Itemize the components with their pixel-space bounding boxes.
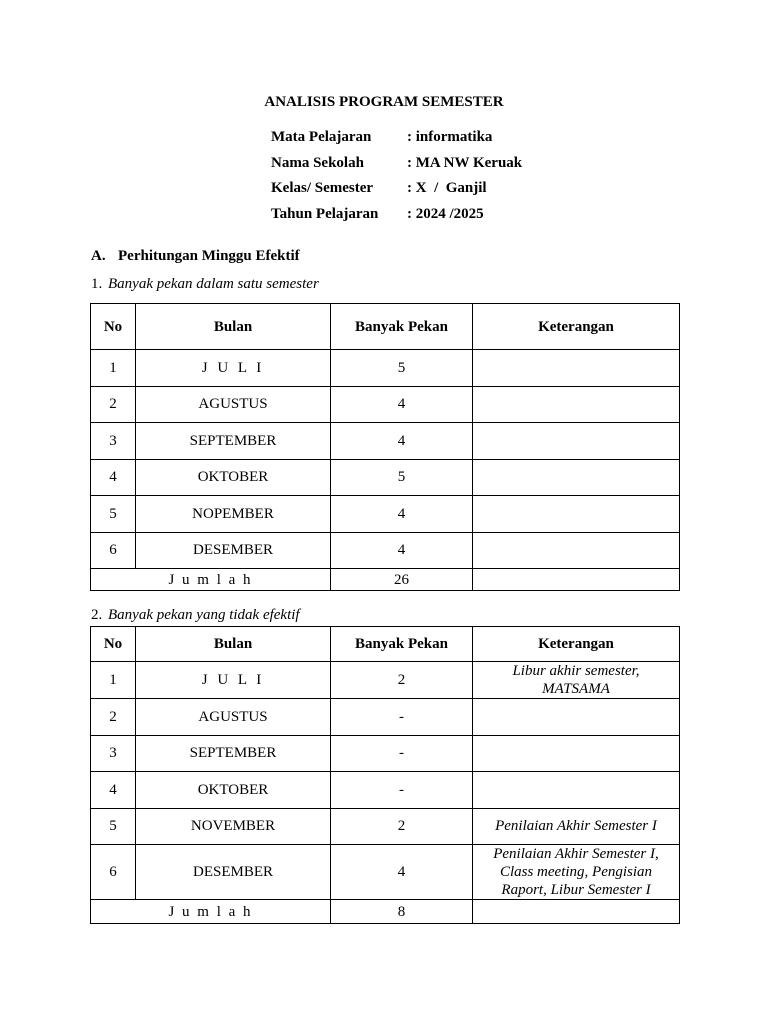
header-keterangan: Keterangan: [473, 627, 680, 662]
cell-pekan: 2: [331, 662, 473, 699]
cell-keterangan: [473, 699, 680, 736]
effective-weeks-table: [90, 303, 680, 591]
total-label: J u m l a h: [91, 569, 331, 591]
header-pekan: Banyak Pekan: [331, 627, 473, 662]
cell-no: 2: [91, 699, 136, 736]
cell-keterangan: [473, 459, 680, 496]
cell-keterangan: [473, 735, 680, 772]
cell-keterangan: Penilaian Akhir Semester I: [473, 808, 680, 845]
cell-bulan: AGUSTUS: [136, 386, 331, 423]
cell-bulan: DESEMBER: [136, 845, 331, 900]
caption-text: Banyak pekan yang tidak efektif: [108, 607, 300, 623]
cell-bulan: SEPTEMBER: [136, 735, 331, 772]
cell-keterangan: [473, 772, 680, 809]
info-row-subject: [271, 127, 522, 153]
caption-number: 2.: [91, 607, 103, 623]
total-value: 26: [331, 569, 473, 591]
info-value: : 2024 /2025: [407, 205, 484, 222]
table-total-row: [91, 900, 680, 924]
total-keterangan: [473, 900, 680, 924]
header-bulan: Bulan: [136, 304, 331, 350]
table-row: [91, 496, 680, 533]
cell-bulan: NOPEMBER: [136, 496, 331, 533]
cell-no: 5: [91, 808, 136, 845]
cell-pekan: 4: [331, 845, 473, 900]
cell-pekan: -: [331, 699, 473, 736]
table-row: [91, 423, 680, 460]
cell-pekan: 4: [331, 532, 473, 569]
table-row: [91, 735, 680, 772]
table-row: [91, 808, 680, 845]
cell-pekan: 4: [331, 423, 473, 460]
cell-bulan: NOVEMBER: [136, 808, 331, 845]
cell-keterangan: Libur akhir semester, MATSAMA: [473, 662, 680, 699]
cell-keterangan: Penilaian Akhir Semester I, Class meeting, Pengisian Raport, Libur Semester I: [473, 845, 680, 900]
cell-bulan: DESEMBER: [136, 532, 331, 569]
cell-keterangan: [473, 496, 680, 533]
info-label: Tahun Pelajaran: [271, 205, 379, 222]
cell-keterangan: [473, 532, 680, 569]
cell-no: 6: [91, 532, 136, 569]
cell-pekan: -: [331, 772, 473, 809]
info-row-year: [271, 204, 522, 230]
info-block: [271, 127, 522, 229]
cell-no: 3: [91, 423, 136, 460]
table-header-row: [91, 627, 680, 662]
header-no: No: [91, 627, 136, 662]
table-row: [91, 845, 680, 900]
cell-pekan: 5: [331, 459, 473, 496]
info-label: Kelas/ Semester: [271, 180, 374, 196]
cell-no: 4: [91, 772, 136, 809]
cell-bulan: J U L I: [136, 350, 331, 387]
header-keterangan: Keterangan: [473, 304, 680, 350]
cell-no: 1: [91, 662, 136, 699]
table1-caption: [91, 276, 319, 293]
cell-pekan: 5: [331, 350, 473, 387]
total-label: J u m l a h: [91, 900, 331, 924]
section-letter: A.: [91, 248, 106, 264]
table-row: [91, 662, 680, 699]
cell-pekan: 2: [331, 808, 473, 845]
section-heading: [91, 248, 300, 265]
cell-no: 3: [91, 735, 136, 772]
total-keterangan: [473, 569, 680, 591]
cell-no: 6: [91, 845, 136, 900]
info-row-school: [271, 153, 522, 179]
non-effective-weeks-table: [90, 626, 680, 924]
table-total-row: [91, 569, 680, 591]
cell-bulan: OKTOBER: [136, 772, 331, 809]
table2-caption: [91, 607, 300, 624]
info-value: : X / Ganjil: [407, 180, 487, 196]
cell-pekan: 4: [331, 496, 473, 533]
info-label: Nama Sekolah: [271, 154, 364, 171]
cell-no: 2: [91, 386, 136, 423]
cell-keterangan: [473, 386, 680, 423]
cell-keterangan: [473, 350, 680, 387]
header-bulan: Bulan: [136, 627, 331, 662]
table-header-row: [91, 304, 680, 350]
cell-keterangan: [473, 423, 680, 460]
table-row: [91, 532, 680, 569]
cell-bulan: OKTOBER: [136, 459, 331, 496]
cell-bulan: AGUSTUS: [136, 699, 331, 736]
info-row-class: [271, 178, 522, 204]
header-no: No: [91, 304, 136, 350]
info-label: Mata Pelajaran: [271, 129, 372, 145]
caption-number: 1.: [91, 276, 103, 292]
total-value: 8: [331, 900, 473, 924]
cell-no: 1: [91, 350, 136, 387]
table-row: [91, 386, 680, 423]
table-row: [91, 459, 680, 496]
table-row: [91, 350, 680, 387]
table-row: [91, 699, 680, 736]
info-value: : MA NW Keruak: [407, 154, 523, 171]
document-title: ANALISIS PROGRAM SEMESTER: [264, 94, 504, 110]
cell-no: 5: [91, 496, 136, 533]
cell-no: 4: [91, 459, 136, 496]
cell-pekan: 4: [331, 386, 473, 423]
cell-bulan: SEPTEMBER: [136, 423, 331, 460]
table-row: [91, 772, 680, 809]
cell-bulan: J U L I: [136, 662, 331, 699]
info-value: : informatika: [407, 129, 493, 145]
header-pekan: Banyak Pekan: [331, 304, 473, 350]
caption-text: Banyak pekan dalam satu semester: [108, 276, 319, 292]
section-title: Perhitungan Minggu Efektif: [118, 248, 300, 264]
cell-pekan: -: [331, 735, 473, 772]
